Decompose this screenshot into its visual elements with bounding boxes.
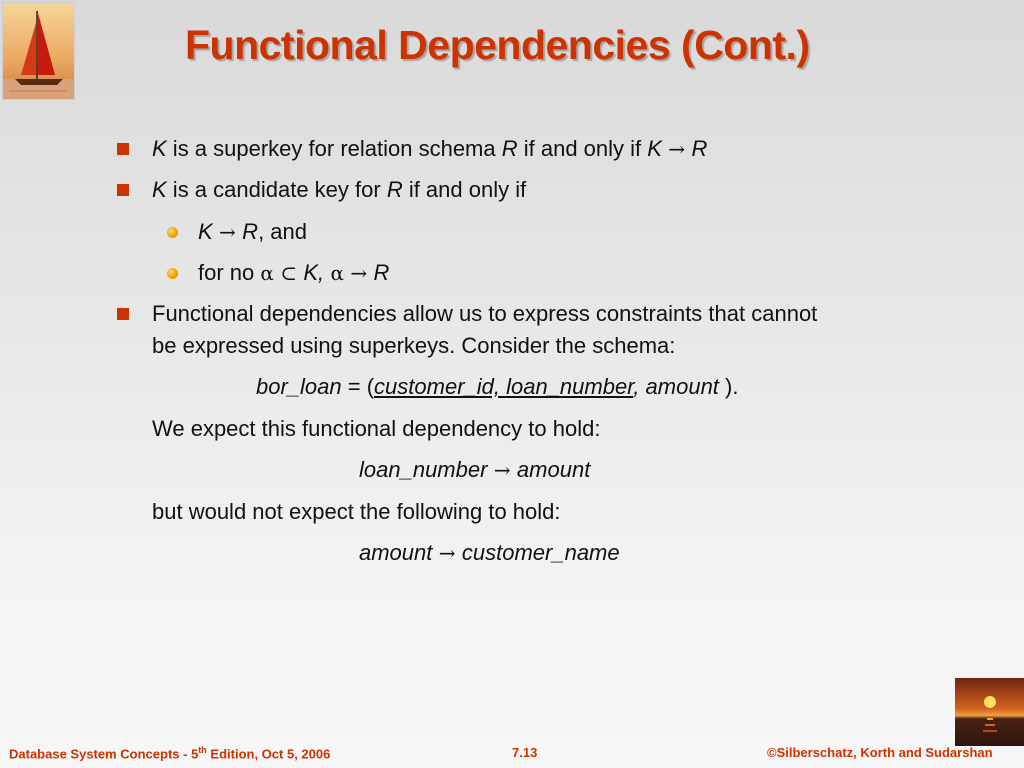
schema-name: bor_loan [256,374,342,399]
text: Edition, Oct 5, 2006 [206,746,331,762]
square-bullet-icon [117,184,129,196]
subbullet-k-to-r [198,219,307,245]
alpha-symbol: α [324,261,345,285]
bullet-superkey [152,136,707,162]
var-r: R [501,136,518,161]
var-r: R [242,219,259,244]
sailboat-icon [3,3,74,99]
superscript: th [198,745,207,755]
var-k: K [647,136,662,161]
round-bullet-icon [167,268,178,279]
var-k: K, [303,260,325,285]
fd-loan-number-amount [359,457,590,483]
alpha-symbol: α [260,261,274,285]
footer-book-title [9,745,330,761]
bullet-fd-constraints-line1: Functional dependencies allow us to express constraints that cannot [152,301,818,326]
fd-left: amount [359,540,433,565]
text: for no [198,260,261,285]
arrow-symbol: → [344,261,374,285]
var-k: K [152,177,167,202]
sailboat-logo [2,2,75,100]
footer-page-number: 7.13 [512,745,538,760]
slide-title: Functional Dependencies (Cont.) [185,22,810,68]
var-k: K [152,136,167,161]
fd-amount-customer-name [359,540,620,566]
subbullet-for-no-alpha [198,260,389,286]
square-bullet-icon [117,143,129,155]
arrow-symbol: → [661,137,692,161]
text: , and [258,219,307,244]
schema-definition [256,374,738,400]
text: Database System Concepts - 5 [9,746,199,762]
var-r: R [373,260,390,285]
round-bullet-icon [167,227,178,238]
bullet-fd-constraints-line2: be expressed using superkeys. Consider the schema: [152,333,676,358]
var-k: K [198,219,213,244]
arrow-symbol: → [432,541,462,565]
sunset-icon [955,678,1024,746]
var-r: R [386,177,403,202]
sunset-logo [955,678,1024,746]
text: ). [725,374,739,399]
fd-right: customer_name [461,540,620,565]
bullet-candidate-key [152,177,526,203]
fd-left: loan_number [359,457,488,482]
square-bullet-icon [117,308,129,320]
var-r: R [691,136,708,161]
subset-symbol: ⊂ [273,261,304,285]
expect-text: We expect this functional dependency to hold: [152,416,601,441]
arrow-symbol: → [212,220,243,244]
fd-right: amount [516,457,591,482]
text: is a candidate key for [166,177,387,202]
not-expect-text: but would not expect the following to hold: [152,499,561,524]
footer-copyright: ©Silberschatz, Korth and Sudarshan [767,745,993,760]
text: if and only if [517,136,648,161]
text: = ( [341,374,375,399]
schema-attribute: , amount [633,374,726,399]
arrow-symbol: → [487,458,517,482]
text: is a superkey for relation schema [166,136,502,161]
text: if and only if [402,177,527,202]
schema-key-attributes: customer_id, loan_number [374,374,634,399]
